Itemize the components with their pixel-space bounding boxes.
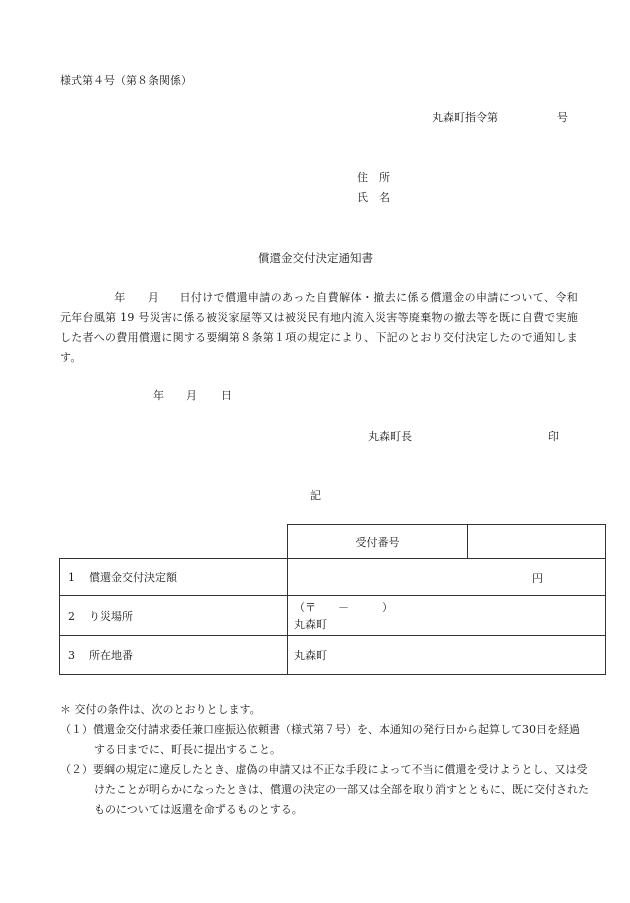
table-row <box>60 596 606 636</box>
date-day-label: 日 <box>221 389 232 402</box>
body-paragraph <box>60 288 578 368</box>
date-month-label: 月 <box>186 389 197 402</box>
receipt-number-label: 受付番号 <box>288 525 468 559</box>
row-label-amount: 1 償還金交付決定額 <box>60 559 288 596</box>
table-blank-corner <box>60 525 288 559</box>
row-label-text: 償還金交付決定額 <box>89 571 177 584</box>
grant-conditions <box>60 700 590 820</box>
yen-unit: 円 <box>532 572 543 585</box>
row-label-lot-number: 3 所在地番 <box>60 636 288 675</box>
condition-item: （２）要綱の規定に違反したとき、虚偽の申請又は不正な手段によって不当に償還を受けようとし、又は受けたことが明らかになったときは、償還の決定の一部又は全部を取り消すとともに、既に交付されたものについては返還を命ずるものとする。 <box>60 763 589 816</box>
row-label-text: り災場所 <box>89 609 133 623</box>
row-label-text: 所在地番 <box>89 649 133 662</box>
issuer-name: 丸森町長 <box>368 430 412 443</box>
row-value-lot-number: 丸森町 <box>288 636 606 675</box>
row-value-amount <box>288 559 606 596</box>
document-title: 償還金交付決定通知書 <box>258 251 373 265</box>
conditions-heading: ＊ 交付の条件は、次のとおりとします。 <box>60 703 261 716</box>
ki-heading: 記 <box>310 489 321 502</box>
row-value-disaster-site <box>288 596 606 636</box>
directive-number-suffix: 号 <box>557 111 568 124</box>
body-year-label: 年 <box>114 291 126 304</box>
date-year-label: 年 <box>153 389 164 402</box>
table-row <box>60 559 606 596</box>
postal-code-line: （〒 － ） <box>294 600 393 614</box>
form-number-label: 様式第４号（第８条関係） <box>60 74 192 87</box>
address-label: 住 所 <box>357 171 390 184</box>
body-text: 日付けで償還申請のあった自費解体・撤去に係る償還金の申請について、令和元年台風第 19 号災害に係る被災家屋等又は被災民有地内流入災害等廃棄物の撤去等を既に自費で実施した者への費用償還に関する要綱第８条第１項の規定により、下記のとおり交付決定したので通知します。 <box>60 291 579 364</box>
name-label: 氏 名 <box>357 191 390 204</box>
receipt-number-value <box>468 525 606 559</box>
row-label-disaster-site: 2 り災場所 <box>60 596 288 636</box>
directive-number-prefix: 丸森町指令第 <box>432 111 498 124</box>
table-row <box>60 636 606 675</box>
body-month-label: 月 <box>147 291 160 304</box>
grant-details-table <box>59 524 606 675</box>
condition-item: （１）償還金交付請求委任兼口座振込依頼書（様式第７号）を、本通知の発行日から起算して30日を経過する日までに、町長に提出すること。 <box>60 723 580 756</box>
town-name-line: 丸森町 <box>294 617 327 631</box>
seal-mark: 印 <box>548 430 559 443</box>
